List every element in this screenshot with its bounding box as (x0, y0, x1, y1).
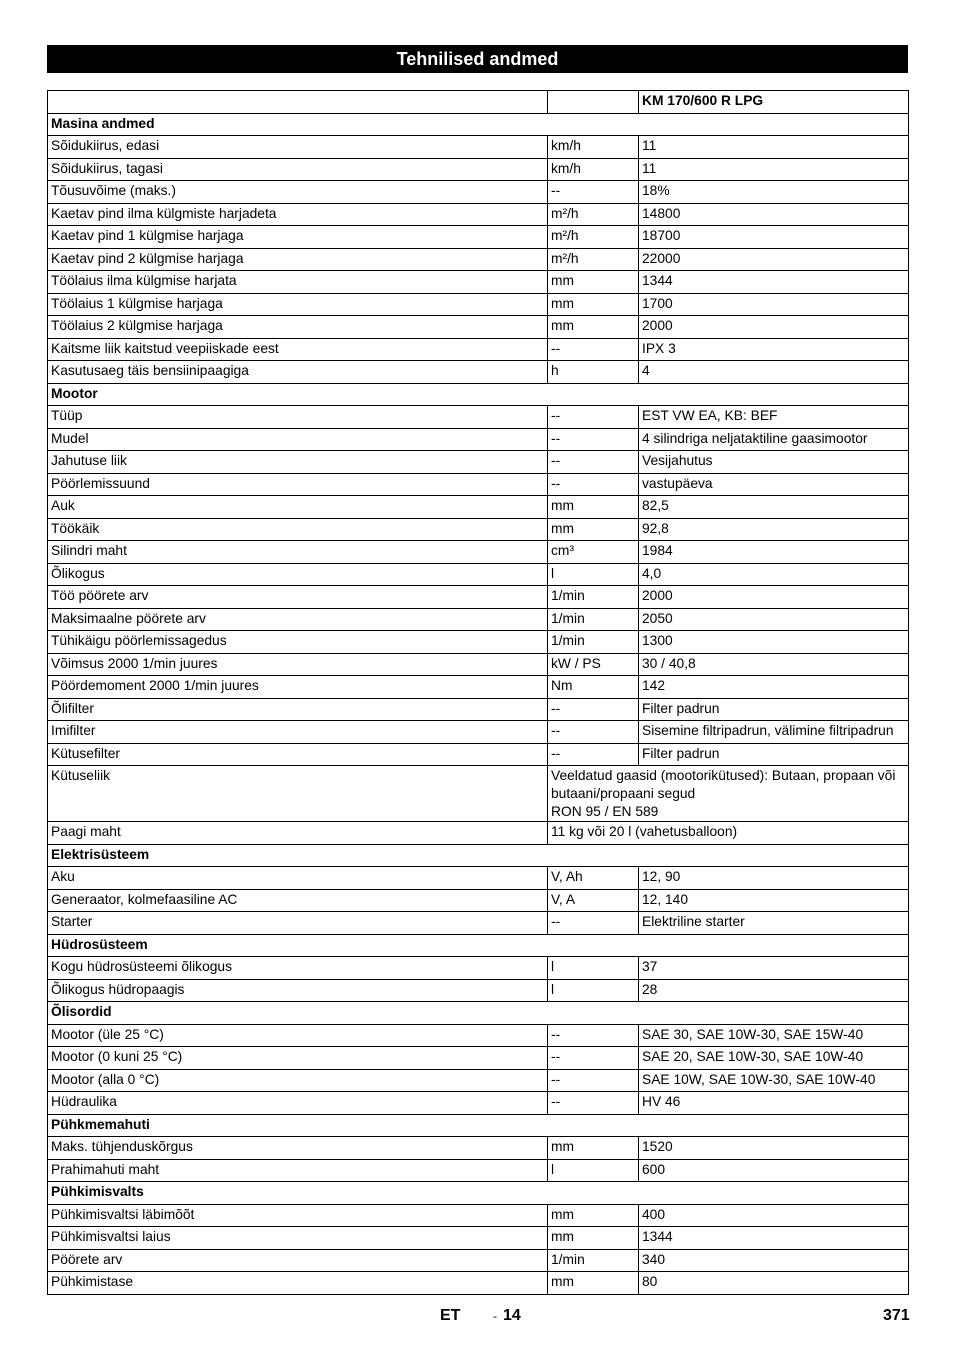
table-row (48, 1249, 909, 1272)
table-row (48, 271, 909, 294)
spec-label: Tüüp (48, 406, 548, 429)
table-header-row (48, 91, 909, 114)
header-label-cell (48, 91, 548, 114)
spec-value: Filter padrun (639, 698, 909, 721)
table-row (48, 1024, 909, 1047)
spec-label: Õlikogus (48, 563, 548, 586)
spec-label: Kasutusaeg täis bensiinipaagiga (48, 361, 548, 384)
spec-value: Sisemine filtripadrun, välimine filtripadrun (639, 721, 909, 744)
spec-label: Võimsus 2000 1/min juures (48, 653, 548, 676)
spec-unit: -- (548, 338, 639, 361)
spec-value: 1520 (639, 1137, 909, 1160)
spec-value: 12, 140 (639, 889, 909, 912)
section-title: Õlisordid (48, 1002, 909, 1025)
spec-value: SAE 30, SAE 10W-30, SAE 15W-40 (639, 1024, 909, 1047)
spec-value: 18700 (639, 226, 909, 249)
spec-unit: mm (548, 1272, 639, 1295)
table-row (48, 1092, 909, 1115)
spec-label: Maks. tühjenduskõrgus (48, 1137, 548, 1160)
header-unit-cell (548, 91, 639, 114)
spec-value: 28 (639, 979, 909, 1002)
table-row (48, 451, 909, 474)
spec-value: Elektriline starter (639, 912, 909, 935)
spec-unit: -- (548, 181, 639, 204)
table-row (48, 608, 909, 631)
spec-value: Veeldatud gaasid (mootorikütused): Butaan, propaan või butaani/propaani segud RON 95 / EN 589 (548, 766, 909, 822)
spec-value: 11 kg või 20 l (vahetusballoon) (548, 822, 909, 845)
spec-value: vastupäeva (639, 473, 909, 496)
spec-label: Pöörlemissuund (48, 473, 548, 496)
table-row (48, 912, 909, 935)
table-row (48, 979, 909, 1002)
spec-label: Töölaius 2 külgmise harjaga (48, 316, 548, 339)
spec-table-body (48, 91, 909, 1295)
spec-unit: 1/min (548, 586, 639, 609)
spec-value: EST VW EA, KB: BEF (639, 406, 909, 429)
footer-page-global: 371 (883, 1307, 910, 1324)
spec-label: Tõusuvõime (maks.) (48, 181, 548, 204)
spec-label: Tühikäigu pöörlemissagedus (48, 631, 548, 654)
table-row (48, 1159, 909, 1182)
spec-value: 14800 (639, 203, 909, 226)
table-row (48, 1069, 909, 1092)
spec-value: 4 (639, 361, 909, 384)
table-row (48, 203, 909, 226)
spec-unit: mm (548, 518, 639, 541)
spec-label: Kaetav pind 1 külgmise harjaga (48, 226, 548, 249)
section-row (48, 934, 909, 957)
spec-value: 1344 (639, 1227, 909, 1250)
spec-value: 4 silindriga neljataktiline gaasimootor (639, 428, 909, 451)
spec-label: Kütuseliik (48, 766, 548, 822)
table-row (48, 1047, 909, 1070)
spec-label: Mudel (48, 428, 548, 451)
spec-label: Pühkimisvaltsi laius (48, 1227, 548, 1250)
spec-label: Sõidukiirus, edasi (48, 136, 548, 159)
spec-value: 82,5 (639, 496, 909, 519)
section-row (48, 1114, 909, 1137)
spec-value: 400 (639, 1204, 909, 1227)
spec-unit: m²/h (548, 203, 639, 226)
spec-label: Kaetav pind 2 külgmise harjaga (48, 248, 548, 271)
spec-value: IPX 3 (639, 338, 909, 361)
spec-unit: m²/h (548, 248, 639, 271)
header-model: KM 170/600 R LPG (639, 91, 909, 114)
table-row (48, 136, 909, 159)
spec-value: 600 (639, 1159, 909, 1182)
spec-unit: V, A (548, 889, 639, 912)
spec-unit: -- (548, 698, 639, 721)
spec-label: Aku (48, 867, 548, 890)
spec-value: 4,0 (639, 563, 909, 586)
table-row (48, 698, 909, 721)
section-title: Pühkmemahuti (48, 1114, 909, 1137)
spec-unit: 1/min (548, 608, 639, 631)
spec-value: Filter padrun (639, 743, 909, 766)
spec-value: Vesijahutus (639, 451, 909, 474)
table-row (48, 676, 909, 699)
spec-label: Starter (48, 912, 548, 935)
spec-unit: -- (548, 1092, 639, 1115)
spec-unit: mm (548, 1227, 639, 1250)
section-title: Pühkimisvalts (48, 1182, 909, 1205)
spec-label: Generaator, kolmefaasiline AC (48, 889, 548, 912)
spec-value: 11 (639, 136, 909, 159)
spec-label: Imifilter (48, 721, 548, 744)
spec-value: 2000 (639, 316, 909, 339)
section-title: Elektrisüsteem (48, 844, 909, 867)
spec-value: 1300 (639, 631, 909, 654)
spec-value: 142 (639, 676, 909, 699)
table-row (48, 743, 909, 766)
table-row (48, 957, 909, 980)
spec-label: Õlikogus hüdropaagis (48, 979, 548, 1002)
spec-label: Õlifilter (48, 698, 548, 721)
table-row (48, 226, 909, 249)
spec-label: Prahimahuti maht (48, 1159, 548, 1182)
section-title: Hüdrosüsteem (48, 934, 909, 957)
spec-unit: -- (548, 428, 639, 451)
section-row (48, 383, 909, 406)
table-row (48, 721, 909, 744)
table-row (48, 428, 909, 451)
spec-value: 11 (639, 158, 909, 181)
table-row (48, 563, 909, 586)
table-row (48, 496, 909, 519)
section-row (48, 1182, 909, 1205)
table-row (48, 867, 909, 890)
spec-unit: mm (548, 316, 639, 339)
table-row (48, 293, 909, 316)
table-row (48, 889, 909, 912)
spec-value: 2000 (639, 586, 909, 609)
spec-value: 37 (639, 957, 909, 980)
spec-label: Mootor (alla 0 °C) (48, 1069, 548, 1092)
spec-value: 80 (639, 1272, 909, 1295)
spec-label: Mootor (üle 25 °C) (48, 1024, 548, 1047)
spec-unit: -- (548, 406, 639, 429)
table-row (48, 158, 909, 181)
spec-value: 30 / 40,8 (639, 653, 909, 676)
table-row (48, 1137, 909, 1160)
spec-unit: V, Ah (548, 867, 639, 890)
table-row (48, 653, 909, 676)
spec-value: 18% (639, 181, 909, 204)
spec-unit: -- (548, 1024, 639, 1047)
spec-label: Pöördemoment 2000 1/min juures (48, 676, 548, 699)
table-row (48, 1204, 909, 1227)
spec-unit: mm (548, 496, 639, 519)
spec-unit: mm (548, 293, 639, 316)
table-row (48, 766, 909, 822)
spec-unit: -- (548, 473, 639, 496)
table-row (48, 338, 909, 361)
spec-value: HV 46 (639, 1092, 909, 1115)
spec-unit: -- (548, 912, 639, 935)
footer-page-local: 14 (503, 1307, 521, 1324)
spec-unit: cm³ (548, 541, 639, 564)
spec-label: Maksimaalne pöörete arv (48, 608, 548, 631)
page-title: Tehnilised andmed (47, 45, 908, 73)
spec-label: Auk (48, 496, 548, 519)
table-row (48, 181, 909, 204)
spec-value: 22000 (639, 248, 909, 271)
spec-value: 1984 (639, 541, 909, 564)
table-row (48, 1227, 909, 1250)
section-title: Masina andmed (48, 113, 909, 136)
section-row (48, 1002, 909, 1025)
table-row (48, 1272, 909, 1295)
table-row (48, 631, 909, 654)
spec-label: Kaetav pind ilma külgmiste harjadeta (48, 203, 548, 226)
spec-table (47, 90, 909, 1295)
spec-label: Silindri maht (48, 541, 548, 564)
spec-unit: Nm (548, 676, 639, 699)
spec-label: Kütusefilter (48, 743, 548, 766)
spec-value: 92,8 (639, 518, 909, 541)
spec-unit: h (548, 361, 639, 384)
spec-label: Töö pöörete arv (48, 586, 548, 609)
spec-value: SAE 10W, SAE 10W-30, SAE 10W-40 (639, 1069, 909, 1092)
spec-value: 1344 (639, 271, 909, 294)
spec-label: Töölaius 1 külgmise harjaga (48, 293, 548, 316)
table-row (48, 822, 909, 845)
spec-unit: l (548, 979, 639, 1002)
spec-label: Töökäik (48, 518, 548, 541)
spec-label: Paagi maht (48, 822, 548, 845)
spec-label: Jahutuse liik (48, 451, 548, 474)
spec-unit: -- (548, 743, 639, 766)
spec-unit: -- (548, 1047, 639, 1070)
footer-dash: - (493, 1309, 497, 1323)
spec-unit: mm (548, 1137, 639, 1160)
spec-unit: -- (548, 1069, 639, 1092)
spec-unit: mm (548, 1204, 639, 1227)
spec-unit: kW / PS (548, 653, 639, 676)
spec-unit: -- (548, 721, 639, 744)
spec-label: Pöörete arv (48, 1249, 548, 1272)
table-row (48, 541, 909, 564)
spec-label: Sõidukiirus, tagasi (48, 158, 548, 181)
spec-value: 1700 (639, 293, 909, 316)
spec-label: Pühkimisvaltsi läbimõõt (48, 1204, 548, 1227)
table-row (48, 406, 909, 429)
section-row (48, 844, 909, 867)
spec-label: Töölaius ilma külgmise harjata (48, 271, 548, 294)
table-row (48, 316, 909, 339)
spec-label: Mootor (0 kuni 25 °C) (48, 1047, 548, 1070)
spec-value: SAE 20, SAE 10W-30, SAE 10W-40 (639, 1047, 909, 1070)
spec-unit: -- (548, 451, 639, 474)
spec-label: Kaitsme liik kaitstud veepiiskade eest (48, 338, 548, 361)
table-row (48, 361, 909, 384)
spec-value: 340 (639, 1249, 909, 1272)
spec-unit: mm (548, 271, 639, 294)
spec-unit: km/h (548, 158, 639, 181)
table-row (48, 248, 909, 271)
spec-label: Hüdraulika (48, 1092, 548, 1115)
table-row (48, 518, 909, 541)
footer-language: ET (440, 1307, 461, 1324)
spec-unit: l (548, 957, 639, 980)
spec-value: 2050 (639, 608, 909, 631)
section-title: Mootor (48, 383, 909, 406)
spec-unit: km/h (548, 136, 639, 159)
spec-unit: l (548, 563, 639, 586)
spec-label: Kogu hüdrosüsteemi õlikogus (48, 957, 548, 980)
spec-unit: l (548, 1159, 639, 1182)
table-row (48, 473, 909, 496)
spec-label: Pühkimistase (48, 1272, 548, 1295)
table-row (48, 586, 909, 609)
spec-unit: 1/min (548, 1249, 639, 1272)
spec-value: 12, 90 (639, 867, 909, 890)
section-row (48, 113, 909, 136)
spec-unit: 1/min (548, 631, 639, 654)
spec-unit: m²/h (548, 226, 639, 249)
